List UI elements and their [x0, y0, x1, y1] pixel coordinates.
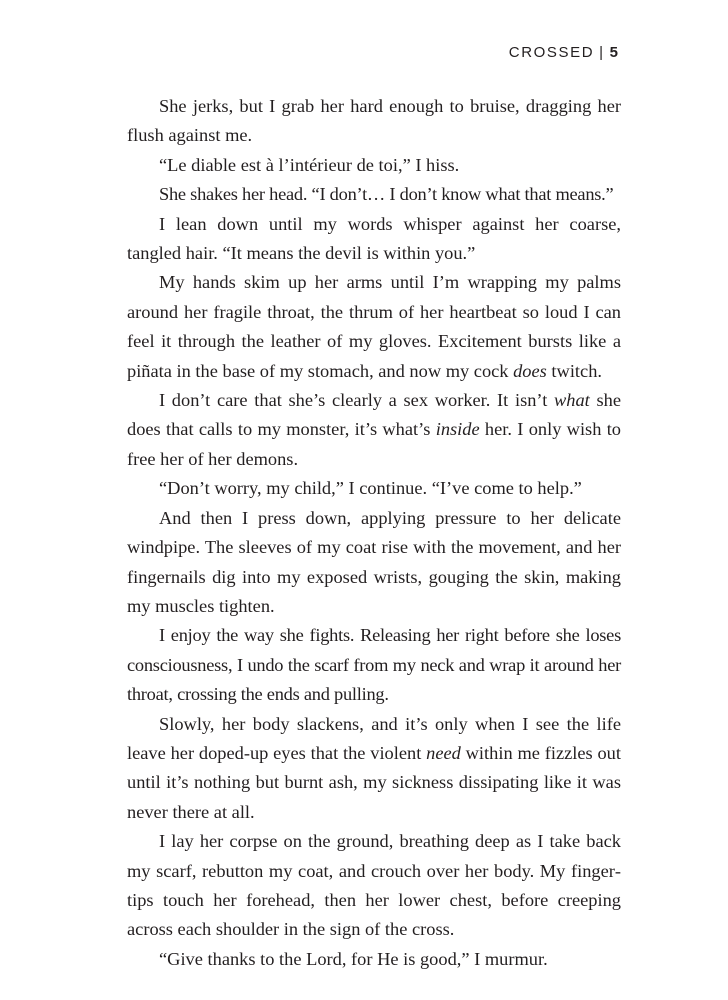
paragraph-text: I enjoy the way she fights. Releasing her right before she loses consciousness, I undo the scarf from my neck and wrap it around her throat, crossing the ends and pulling. — [127, 625, 621, 705]
emphasis-text: does — [513, 360, 547, 381]
paragraph — [127, 210, 621, 269]
running-head-separator: | — [599, 44, 605, 61]
emphasis-text: inside — [435, 419, 480, 440]
page-number: 5 — [609, 44, 618, 61]
emphasis-text: need — [426, 742, 461, 763]
paragraph-text: She shakes her head. “I don’t… I don’t know what that means.” — [159, 184, 614, 205]
paragraph-text: Slowly, her body slackens, and it’s only when I see the life leave her doped-up eyes that the violent — [127, 713, 621, 763]
paragraph — [127, 268, 621, 386]
body-text — [127, 92, 621, 974]
paragraph-text: I don’t care that she’s clearly a sex worker. It isn’t — [159, 390, 555, 411]
paragraph — [127, 386, 621, 474]
paragraph — [127, 474, 621, 503]
paragraph — [127, 504, 621, 622]
paragraph — [127, 945, 621, 974]
running-head-title: CROSSED — [508, 44, 595, 61]
paragraph — [127, 180, 621, 209]
paragraph-text: My hands skim up her arms until I’m wrapping my palms around her fragile throat, the thrum of her heartbeat so loud I can feel it through the leather of my gloves. Excitement bursts like a piñata in the base of my stomach, and now my cock — [127, 272, 621, 381]
paragraph-text: And then I press down, applying pressure to her delicate windpipe. The sleeves of my coat rise with the movement, and her fingernails dig into my exposed wrists, gouging the skin, making my muscles tighten. — [127, 507, 621, 616]
paragraph-text: she does that calls to my monster, it’s what’s — [127, 390, 621, 440]
paragraph-text: her. I only wish to free her of her demons. — [127, 419, 622, 469]
paragraph — [127, 92, 621, 151]
paragraph — [127, 710, 621, 828]
paragraph-text: “Le diable est à l’intérieur de toi,” I hiss. — [159, 154, 460, 175]
paragraph — [127, 621, 621, 709]
paragraph — [127, 827, 621, 945]
paragraph-text: twitch. — [546, 360, 602, 381]
paragraph-text: “Don’t worry, my child,” I continue. “I’ve come to help.” — [159, 478, 582, 499]
paragraph-text: I lay her corpse on the ground, breathing deep as I take back my scarf, rebutton my coat, and crouch over her body. My fingertips touch her forehead, then her lower chest, before creeping across each shoulder in the sign of the cross. — [127, 831, 621, 940]
paragraph-text: I lean down until my words whisper against her coarse, tangled hair. “It means the devil is within you.” — [127, 213, 621, 264]
running-head — [509, 44, 618, 61]
emphasis-text: what — [554, 390, 590, 411]
paragraph-text: within me fizzles out until it’s nothing but burnt ash, my sickness dissipating like it was never there at all. — [127, 742, 621, 822]
paragraph-text: “Give thanks to the Lord, for He is good,” I murmur. — [159, 948, 548, 969]
paragraph — [127, 151, 621, 180]
paragraph-text: She jerks, but I grab her hard enough to bruise, dragging her flush against me. — [127, 96, 621, 146]
